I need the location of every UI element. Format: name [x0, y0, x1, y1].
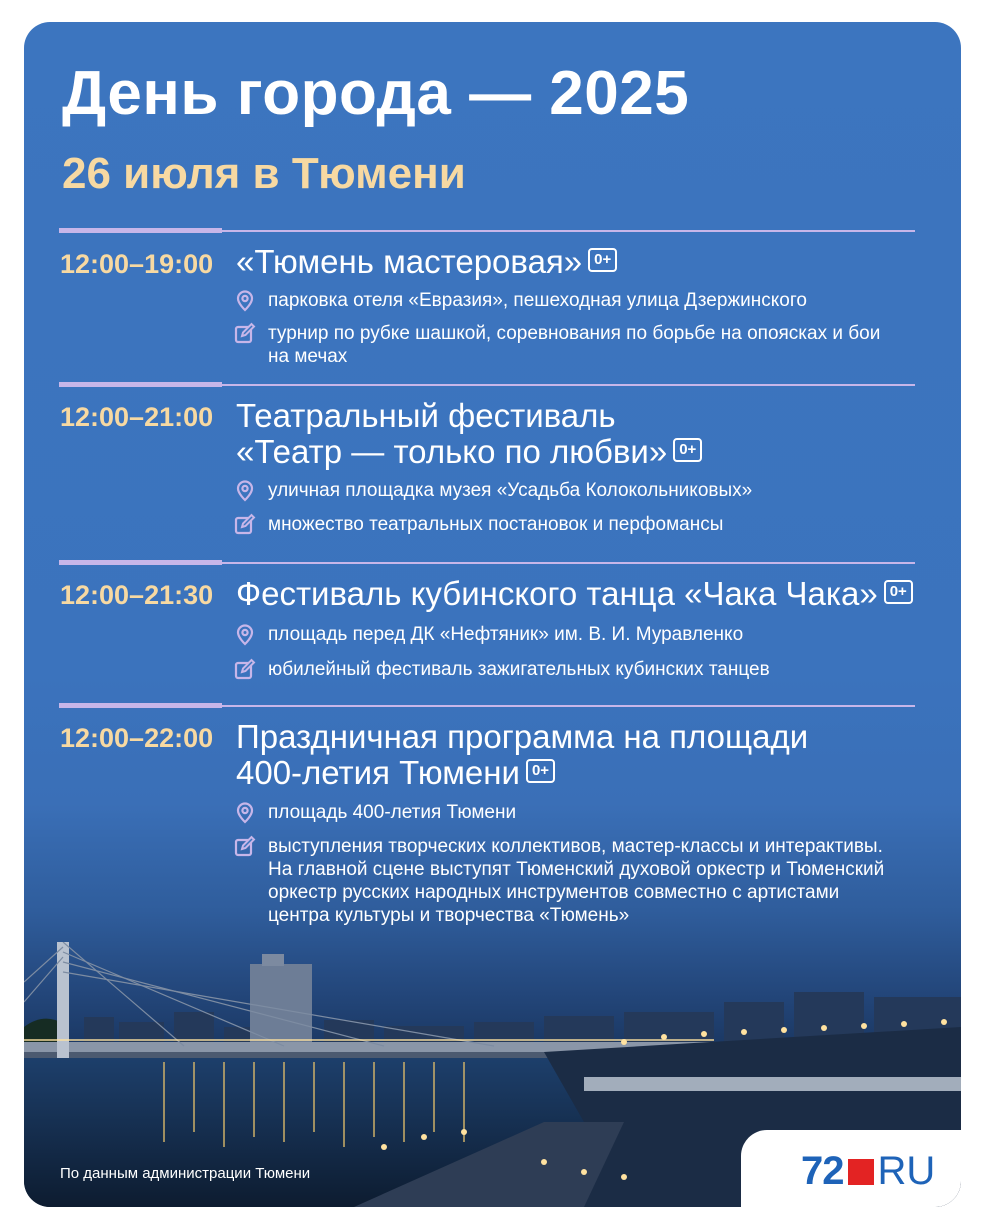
- event-time: 12:00–21:30: [60, 580, 214, 610]
- event-time: 12:00–21:00: [60, 402, 214, 432]
- age-rating-badge: 0+: [673, 438, 702, 462]
- age-rating-badge: 0+: [588, 248, 617, 272]
- event-description: выступления творческих коллективов, мастер-классы и интерактивы. На главной сцене выступят Тюменский духовой оркестр и Тюменский оркестр русских народных инструментов совместно с артистами центра культуры и творчества «Тюмень»: [234, 835, 934, 927]
- event-title: Праздничная программа на площади 400-летия Тюмени 0+: [236, 718, 809, 791]
- event-description: юбилейный фестиваль зажигательных кубинских танцев: [234, 658, 914, 681]
- source-note: По данным администрации Тюмени: [60, 1165, 311, 1182]
- edit-note-icon: [234, 513, 256, 537]
- edit-note-icon: [234, 658, 256, 682]
- section-divider: [59, 230, 915, 232]
- event-description: турнир по рубке шашкой, соревнования по борьбе на опоясках и бои на мечах: [234, 322, 914, 368]
- age-rating-badge: 0+: [526, 759, 555, 783]
- event-description: множество театральных постановок и перфомансы: [234, 513, 914, 536]
- event-title: Театральный фестиваль «Театр — только по любви» 0+: [236, 398, 702, 470]
- event-location: площадь перед ДК «Нефтяник» им. В. И. Муравленко: [234, 623, 914, 646]
- section-divider: [59, 562, 915, 564]
- location-pin-icon: [234, 479, 256, 503]
- logo-panel: [741, 1130, 961, 1207]
- event-title: Фестиваль кубинского танца «Чака Чака» 0+: [236, 576, 913, 612]
- date-subtitle: 26 июля в Тюмени: [62, 149, 466, 198]
- location-pin-icon: [234, 289, 256, 313]
- edit-note-icon: [234, 835, 256, 859]
- event-title: «Тюмень мастеровая» 0+: [236, 244, 617, 280]
- event-location: площадь 400-летия Тюмени: [234, 801, 924, 824]
- event-location: парковка отеля «Евразия», пешеходная улица Дзержинского: [234, 289, 914, 312]
- edit-note-icon: [234, 322, 256, 346]
- section-divider: [59, 705, 915, 707]
- section-divider: [59, 384, 915, 386]
- event-location: уличная площадка музея «Усадьба Колокольниковых»: [234, 479, 914, 502]
- location-pin-icon: [234, 801, 256, 825]
- age-rating-badge: 0+: [884, 580, 913, 604]
- poster-card: [24, 22, 961, 1207]
- page-title: День города — 2025: [62, 59, 690, 128]
- site-logo[interactable]: 72 RU: [801, 1149, 936, 1193]
- logo-red-square: [848, 1159, 874, 1185]
- event-time: 12:00–19:00: [60, 249, 214, 279]
- event-time: 12:00–22:00: [60, 723, 214, 753]
- location-pin-icon: [234, 623, 256, 647]
